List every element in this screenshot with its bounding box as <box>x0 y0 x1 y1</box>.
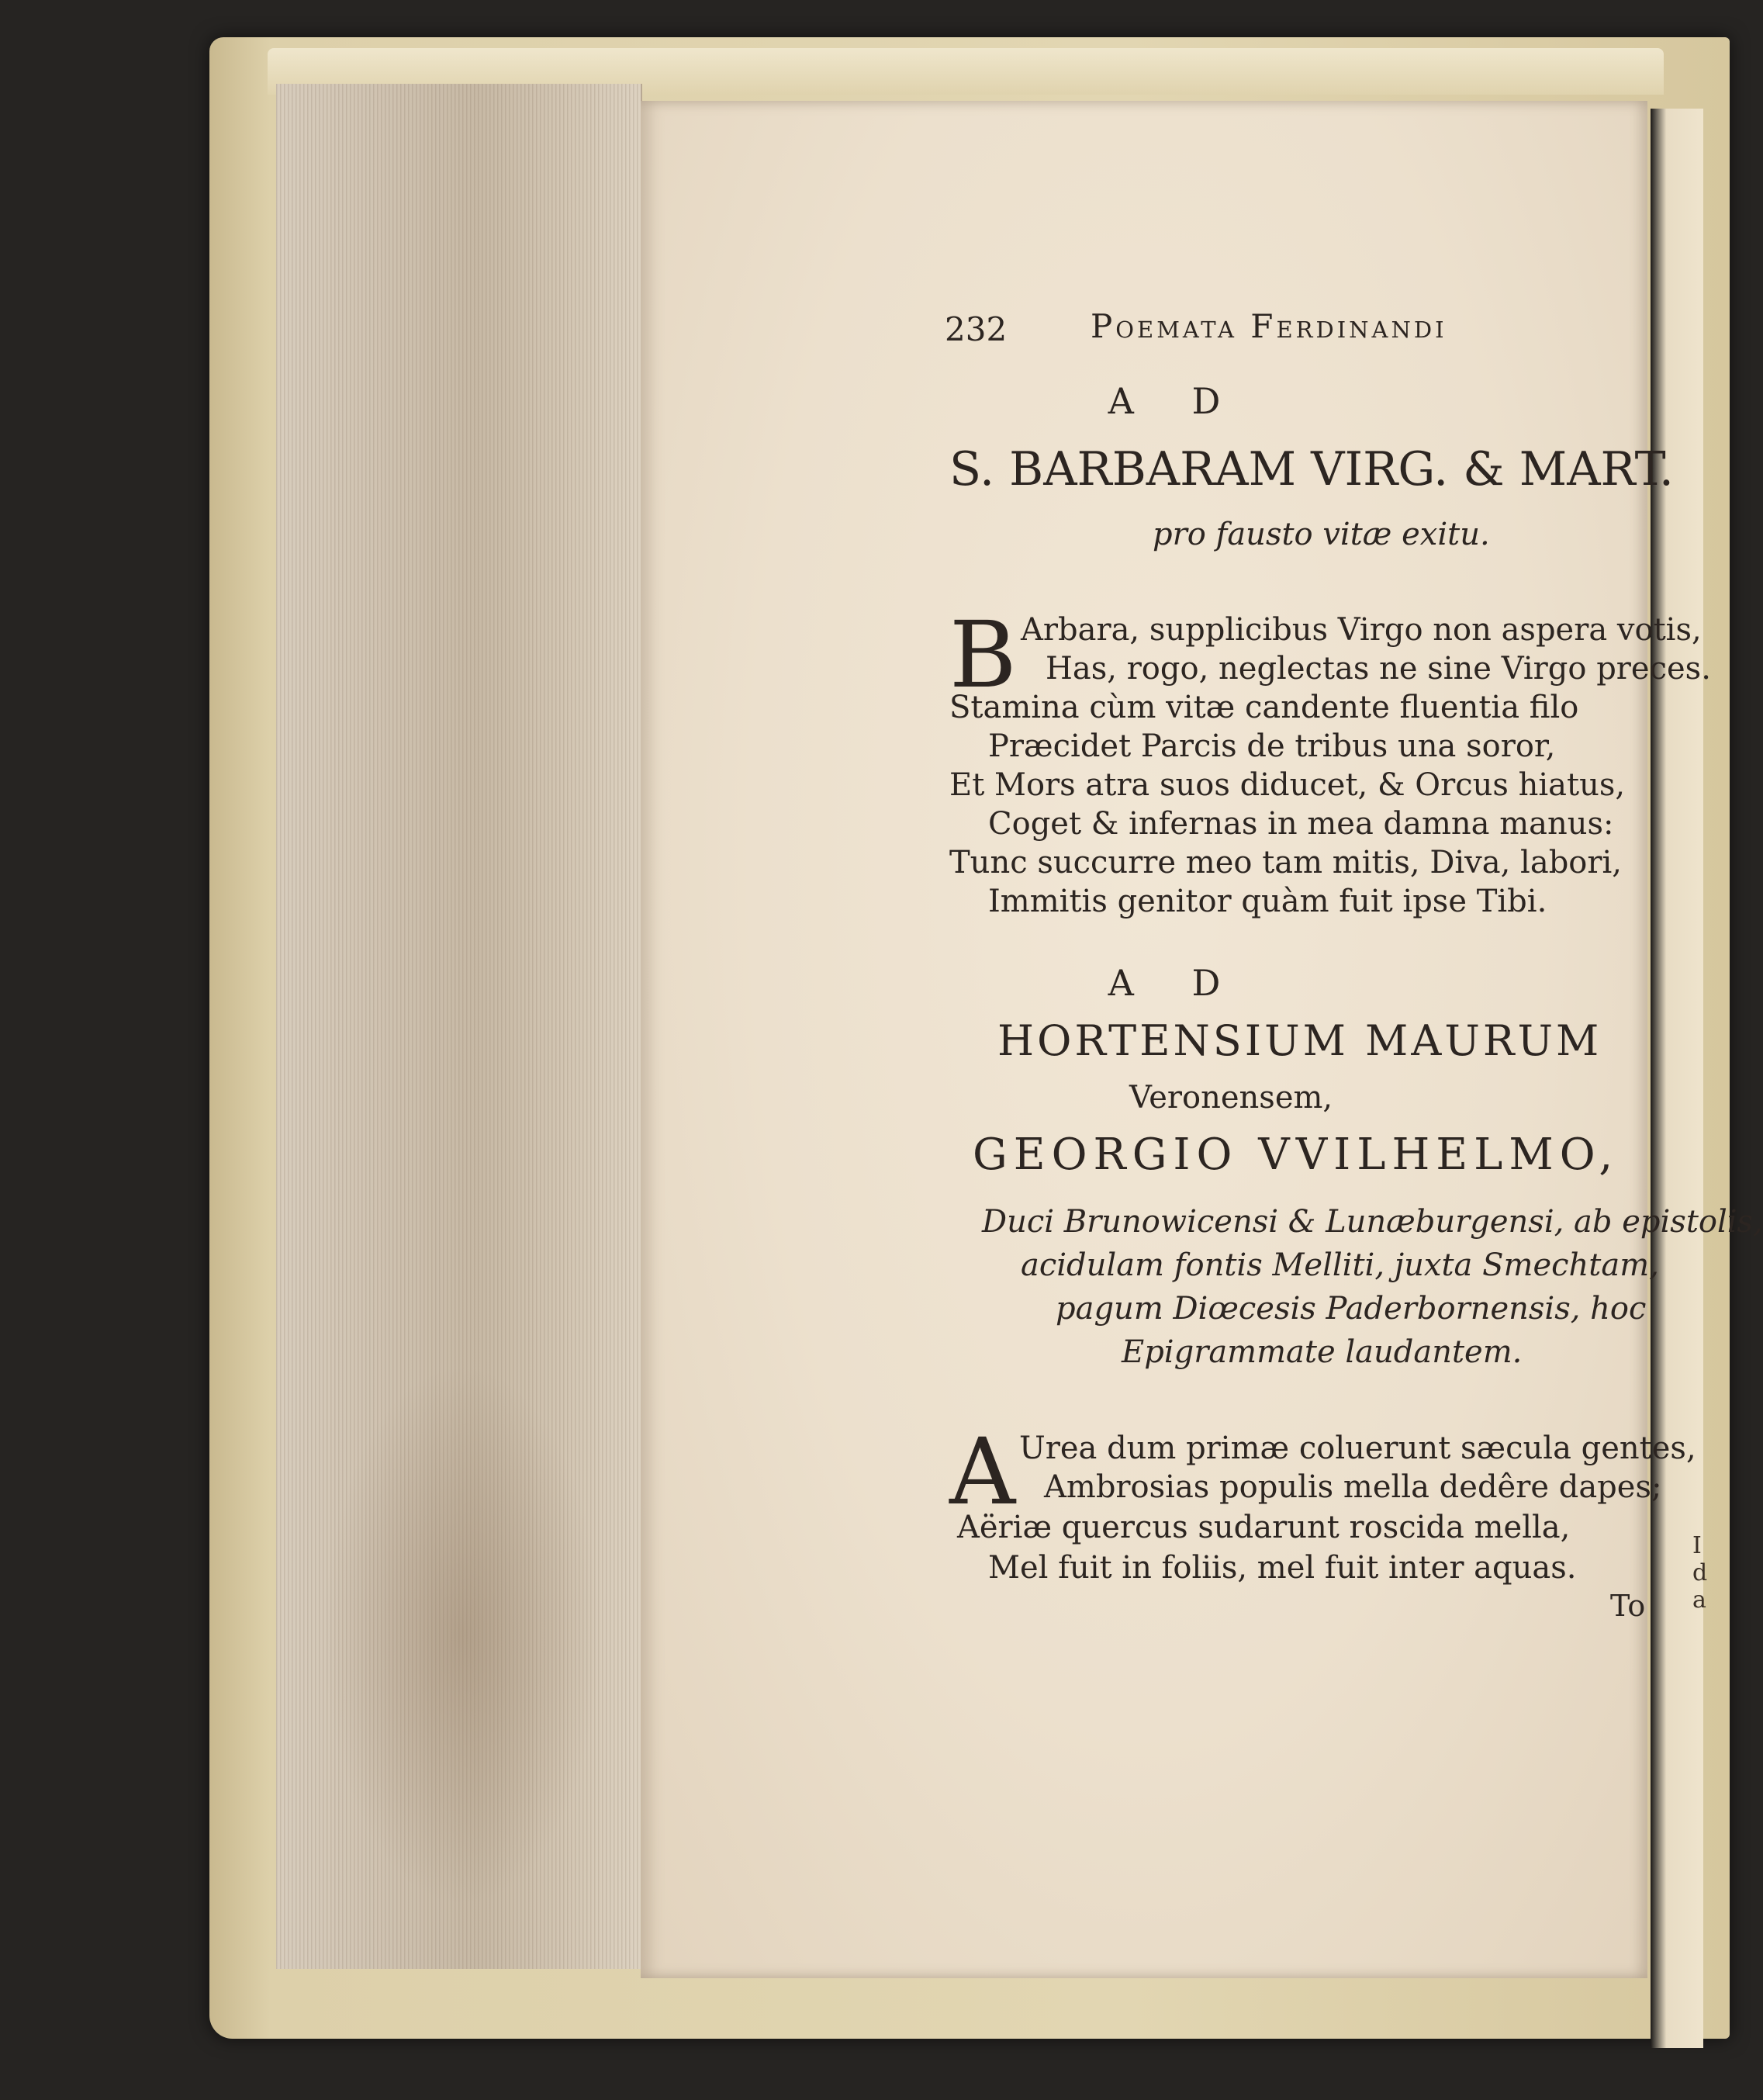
poem2-dropcap: A <box>949 1418 1016 1525</box>
poem1-dropcap: B <box>949 601 1017 708</box>
poem1-addressee: S. BARBARAM VIRG. & MART. <box>949 442 1674 496</box>
poem1-line: Stamina cùm vitæ candente fluentia filo <box>949 690 1579 725</box>
poem2-line: Urea dum primæ coluerunt sæcula gentes, <box>1019 1431 1696 1466</box>
poem2-line: Mel fuit in foliis, mel fuit inter aquas. <box>988 1550 1577 1586</box>
page-number: 232 <box>945 310 1008 348</box>
running-head-title <box>1091 307 1447 345</box>
catchword: To <box>1610 1589 1646 1623</box>
poem1-line: Has, rogo, neglectas ne sine Virgo preces. <box>1046 651 1711 687</box>
poem2-description-line: acidulam fontis Melliti, juxta Smechtam, <box>1021 1247 1659 1283</box>
book-page <box>641 101 1763 1978</box>
poem1-line: Præcidet Parcis de tribus una soror, <box>988 728 1556 764</box>
poem2-origin: Veronensem, <box>1129 1080 1333 1116</box>
page-block-edges <box>276 84 642 1969</box>
poem1-line: Et Mors atra suos diducet, & Orcus hiatus, <box>949 767 1626 803</box>
poem2-line: Ambrosias populis mella dedêre dapes; <box>1044 1469 1662 1505</box>
poem2-dedicatee: GEORGIO VVILHELMO, <box>973 1130 1620 1180</box>
facing-page-strip <box>1651 109 1703 2048</box>
poem2-description-line: pagum Diœcesis Paderbornensis, hoc <box>1056 1291 1647 1327</box>
poem1-line: Tunc succurre meo tam mitis, Diva, labori, <box>949 845 1623 880</box>
poem1-line: Coget & infernas in mea damna manus: <box>988 806 1614 842</box>
poem1-line: Arbara, supplicibus Virgo non aspera votis, <box>1021 612 1702 648</box>
poem1-subtitle: pro fausto vitæ exitu. <box>1153 517 1490 552</box>
poem2-description-line: Duci Brunowicensi & Lunæburgensi, ab epistolis, <box>982 1204 1763 1240</box>
poem2-addressee: HORTENSIUM MAURUM <box>997 1016 1602 1065</box>
poem2-line: Aëriæ quercus sudarunt roscida mella, <box>957 1510 1571 1545</box>
facing-page-letter: d <box>1692 1559 1708 1586</box>
poem1-heading-ad: A D <box>1108 380 1244 422</box>
facing-page-letter: a <box>1692 1586 1706 1614</box>
poem2-description-line: Epigrammate laudantem. <box>1122 1334 1523 1370</box>
poem1-line: Immitis genitor quàm fuit ipse Tibi. <box>988 884 1547 919</box>
poem2-heading-ad: A D <box>1108 962 1244 1004</box>
facing-page-letter: I <box>1692 1532 1702 1559</box>
running-head-text: Poemata Ferdinandi <box>1091 307 1447 345</box>
